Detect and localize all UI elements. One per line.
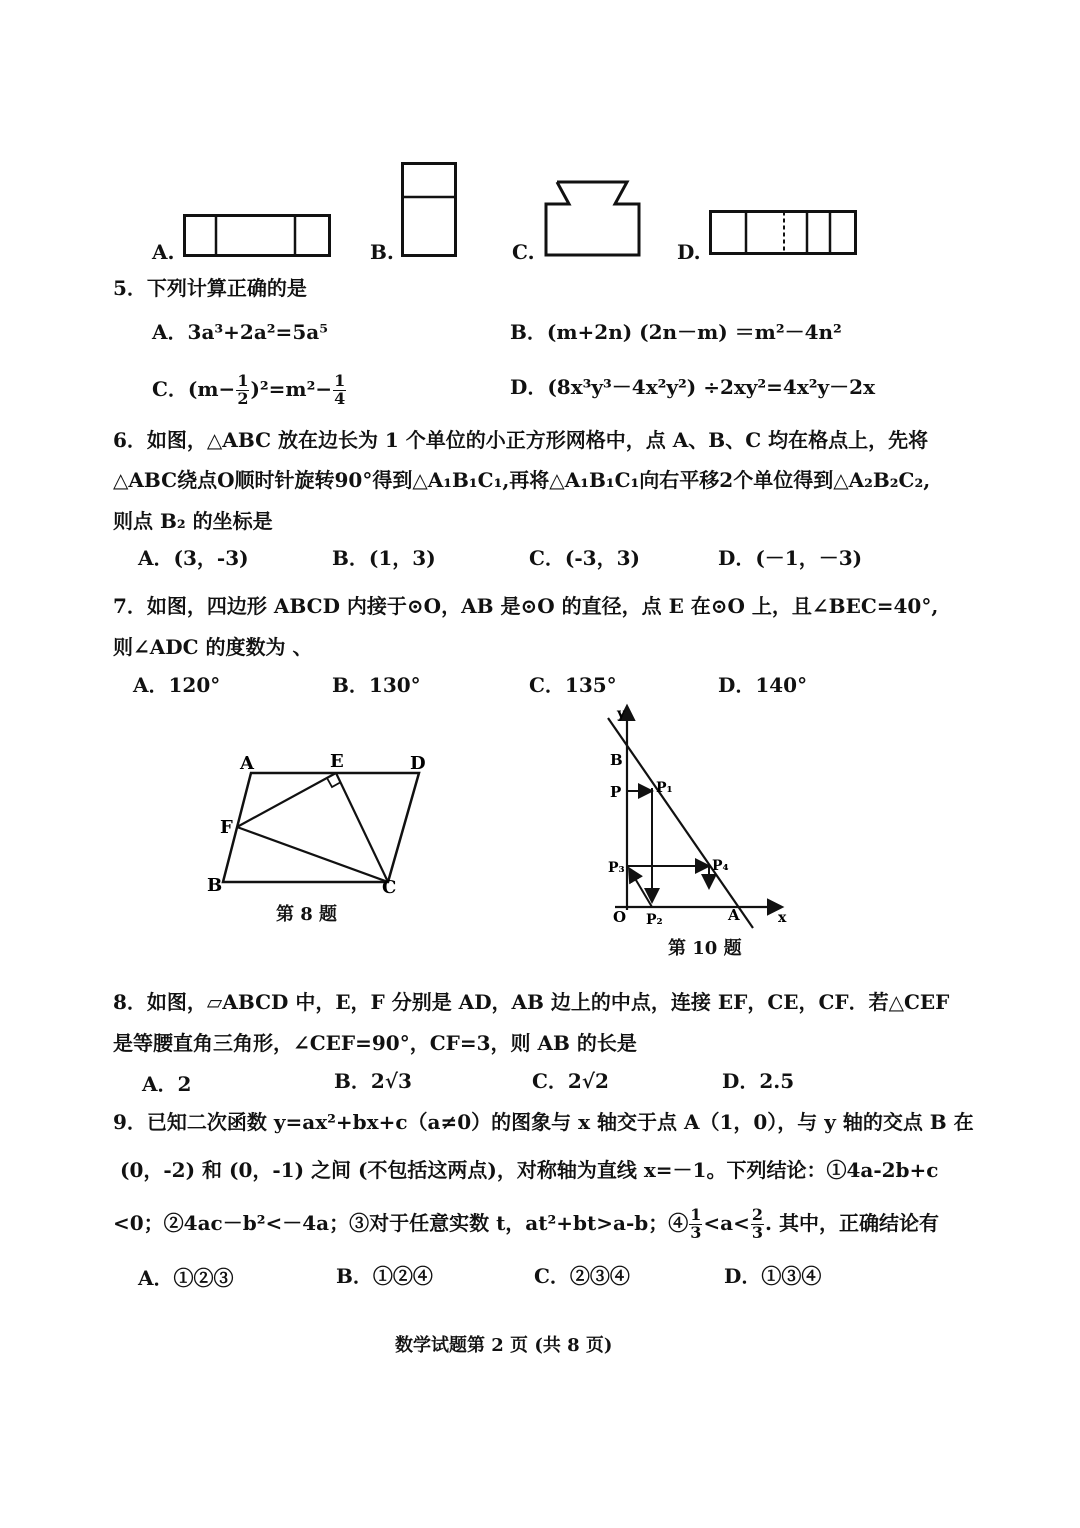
fig8-label-f: F <box>220 817 233 838</box>
q5-c-f2-num: 1 <box>334 371 346 391</box>
q5-stem: 5．下列计算正确的是 <box>113 276 307 300</box>
q9-option-d: D．①③④ <box>724 1264 822 1288</box>
q9-option-b: B．①②④ <box>336 1264 433 1288</box>
q8-option-a: A．2 <box>142 1072 192 1096</box>
fig8-segment-ef <box>237 773 336 827</box>
q5-c-f2-den: 4 <box>334 389 346 408</box>
q5-c-f1-num: 1 <box>237 371 249 391</box>
q5-option-b-expr: (m+2n) (2n－m) ＝m²－4n² <box>546 320 842 344</box>
fig8-label-b: B <box>207 875 223 896</box>
fig10-arrow-p2-p3 <box>630 870 652 907</box>
q9-line3-pre: <0；②4ac－b²<－4a；③对于任意实数 t，at²+bt>a-b；④ <box>113 1211 689 1235</box>
fig8-parallelogram-abcd <box>223 773 419 882</box>
q8-stem-line1: 8．如图，▱ABCD 中，E，F 分别是 AD，AB 边上的中点，连接 EF，CE，CF．若△CEF <box>113 990 950 1014</box>
q9-option-a: A．①②③ <box>138 1266 234 1290</box>
q4-option-b-label: B. <box>370 240 394 264</box>
q7-stem-line2: 则∠ADC 的度数为 、 <box>113 635 313 659</box>
q5-option-c-expr-pre: (m− <box>187 377 236 401</box>
fig10-label-b: B <box>610 751 623 769</box>
fig10-label-p4: P₄ <box>712 858 729 874</box>
fig8-label-c: C <box>382 877 397 898</box>
q5-option-c-letter: C． <box>152 377 188 401</box>
q9-line3-post: . 其中，正确结论有 <box>765 1211 939 1235</box>
q9-f2-den: 3 <box>751 1223 764 1242</box>
q6-option-d: D．(－1，－3) <box>718 546 863 570</box>
fig8-label-a: A <box>240 753 254 774</box>
q4-option-c-label: C. <box>512 240 535 264</box>
q6-option-b: B．(1，3) <box>332 546 436 570</box>
q4-option-c-figure <box>543 180 643 258</box>
q7-option-d: D．140° <box>718 673 808 697</box>
fig10-label-x: x <box>778 910 787 926</box>
q6-option-a: A．(3，-3) <box>138 546 249 570</box>
fig10-label-p3: P₃ <box>608 860 625 876</box>
q9-stem-line1: 9．已知二次函数 y=ax²+bx+c（a≠0）的图象与 x 轴交于点 A（1，0），与 y 轴的交点 B 在 <box>113 1110 974 1134</box>
q6-option-c: C．(-3，3) <box>529 546 640 570</box>
q7-option-a: A．120° <box>133 673 221 697</box>
q5-c-f1-den: 2 <box>237 389 249 408</box>
q8-option-c: C．2√2 <box>532 1069 609 1093</box>
q4-option-b-figure <box>401 162 459 258</box>
q7-option-b: B．130° <box>332 673 421 697</box>
fig10-label-y: y <box>617 706 626 722</box>
page-footer: 数学试题第 2 页 (共 8 页) <box>395 1335 613 1356</box>
fig8-label-e: E <box>330 751 344 772</box>
fig10-label-p2: P₂ <box>646 912 663 928</box>
q9-f2-num: 2 <box>751 1205 764 1225</box>
q4-option-a-figure <box>183 214 333 258</box>
q7-option-c: C．135° <box>529 673 617 697</box>
q5-option-d-expr: (8x³y³－4x²y²) ÷2xy²=4x²y－2x <box>547 375 875 399</box>
q4-option-d-figure <box>709 210 859 256</box>
q9-f1-num: 1 <box>690 1205 702 1225</box>
q8-stem-line2: 是等腰直角三角形，∠CEF=90°，CF=3，则 AB 的长是 <box>113 1031 637 1055</box>
q5-option-a-letter: A． <box>152 320 188 344</box>
q5-option-c <box>152 368 347 410</box>
q5-option-a-expr: 3a³+2a²=5a⁵ <box>187 320 328 344</box>
q7-stem-line1: 7．如图，四边形 ABCD 内接于⊙O，AB 是⊙O 的直径，点 E 在⊙O 上，且∠BEC=40°, <box>113 594 939 618</box>
fig8-caption: 第 8 题 <box>276 904 338 925</box>
fig10-label-a: A <box>728 906 740 924</box>
q9-fraction-2 <box>751 1207 764 1242</box>
q9-option-c: C．②③④ <box>534 1264 630 1288</box>
q9-fraction-1 <box>689 1207 702 1242</box>
q9-stem-line2: (0，-2) 和 (0，-1) 之间 (不包括这两点)，对称轴为直线 x=－1。下列结论：①4a-2b+c <box>120 1158 939 1182</box>
fig10-graph-diagram <box>590 700 800 935</box>
fig10-label-o: O <box>613 908 627 926</box>
q4-option-d-label: D. <box>677 240 701 264</box>
q5-option-b <box>510 322 842 342</box>
q9-stem-line3 <box>113 1200 939 1246</box>
fig10-caption: 第 10 题 <box>668 938 742 959</box>
q6-stem-line1: 6．如图，△ABC 放在边长为 1 个单位的小正方形网格中，点 A、B、C 均在格点上，先将 <box>113 428 929 452</box>
q8-option-d: D．2.5 <box>722 1069 795 1093</box>
q6-stem-line2: △ABC绕点O顺时针旋转90°得到△A₁B₁C₁,再将△A₁B₁C₁向右平移2个单位得到△A₂B₂C₂, <box>113 468 931 492</box>
q5-option-c-fraction-1 <box>236 373 249 408</box>
q5-option-d <box>510 377 875 397</box>
fig10-label-p: P <box>610 783 622 801</box>
q4-option-a-label: A. <box>152 240 175 264</box>
q8-option-b: B．2√3 <box>334 1069 412 1093</box>
q5-option-c-fraction-2 <box>333 373 346 408</box>
q6-stem-line3: 则点 B₂ 的坐标是 <box>113 509 273 533</box>
fig10-label-p1: P₁ <box>656 780 673 796</box>
fig10-line-ab <box>608 718 753 928</box>
q5-option-c-expr-mid: )²=m²− <box>250 377 333 401</box>
q9-f1-den: 3 <box>690 1223 702 1242</box>
q5-option-b-letter: B． <box>510 320 547 344</box>
q5-option-a <box>152 322 328 342</box>
q5-option-d-letter: D． <box>510 375 548 399</box>
q9-line3-mid: <a< <box>703 1211 750 1235</box>
fig8-label-d: D <box>410 753 426 774</box>
